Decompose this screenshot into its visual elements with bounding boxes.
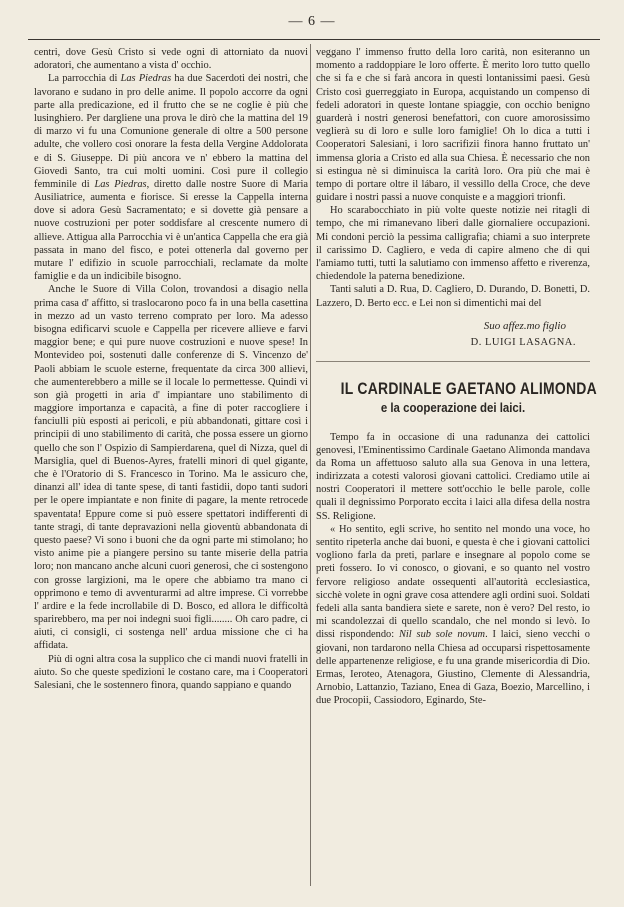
place-name: Las Piedras bbox=[120, 73, 172, 85]
paragraph: Ho scarabocchiato in più volte queste notizie nei ritagli di tempo, che mi rimanevano liberi dalle giornaliere occupazioni. Mi condoni perciò la pessima calligrafia; chiami a suo interprete il carissimo D. Cagliero, e veda di capire almeno che di qui l'amiamo tutti, tutti la salutiamo con immenso affetto e riverenza, chiedendole la paterna benedizione. bbox=[316, 205, 590, 283]
signature-name: D. LUIGI LASAGNA. bbox=[470, 336, 576, 348]
article-subtitle: e la cooperazione dei laici. bbox=[380, 400, 526, 416]
left-column bbox=[34, 46, 308, 692]
signature-block bbox=[316, 320, 590, 349]
text-span: « Ho sentito, egli scrive, ho sentito nel mondo una voce, ho sentito ripeterla anche dai buoni, e questa è che i giovani cattolici vogliono farla da preti, parlare e insegnare al popolo come se preti fossero. Io vi conosco, o giovani, e so quanto nel vostro fervore religioso andate ossequenti all'autorità ecclesiastica, sicchè volete in ogni grave cosa attendere agli ordini suoi. Soldati fedeli alla santa bandiera siete e sarete, non è vero? Del resto, io mi scandolezzai di quello scandalo, che nel mondo si levò. Io dissi rispondendo: bbox=[316, 523, 590, 641]
text-span: , diretto dalle nostre Suore di Maria Ausiliatrice, aumenta e fiorisce. Si eresse la Cappella interna dove si adora Gesù Sacramentato; e si dovette già pensare a nuove costruzioni per poter soddisfare al crescente numero di allieve. Attigua alla Parrocchia vi è un'antica Cappella che era già passata in mano del fisco, e potei ottenerla dal governo per mutare l' edifizio in scuole parrocchiali, reclamate da molte famiglie e da un indicibile bisogno. bbox=[34, 178, 308, 283]
header-rule bbox=[28, 39, 600, 40]
section-separator bbox=[316, 361, 590, 362]
right-column bbox=[316, 46, 597, 707]
text-span: . I laici, sieno vecchi o giovani, non tardarono nella Chiesa ad occuparsi rispettosamente delle appartenenze religiose, e fu una grande misericordia di Dio. Ermas, Ieroteo, Atenagora, Giustino, Clemente di Alessandria, Arnobio, Lattanzio, Taziano, Enea di Gaza, Boezio, Marcellino, i due Procopii, Cassiodoro, Eginardo, Ste- bbox=[316, 629, 590, 707]
text-span: ha due Sacerdoti dei nostri, che lavorano e sudano in pro delle anime. Il popolo accorre da ogni parte alla predicazione, ed il frutto che se ne coglie è più che lusinghiero. Per dargliene una prova le dirò che la mattina del 19 di marzo vi fu una Comunione generale di oltre a 500 persone adulte, che vollero così onorare la festa della Vergine Addolorata e di S. Giuseppe. Di più ancora ve n' ebbero la mattina del Giovedì Santo, tra cui molti uomini. Così pure il collegio femminile di bbox=[34, 73, 308, 190]
latin-phrase: Nil sub sole novum bbox=[398, 629, 486, 641]
page-number: — 6 — bbox=[288, 14, 336, 29]
paragraph bbox=[34, 72, 308, 283]
paragraph: Più di ogni altra cosa la supplico che ci mandi nuovi fratelli in aiuto. So che queste spedizioni le costano care, ma i Cooperatori Salesiani, che le sostennero finora, quando sappiano e quando bbox=[34, 653, 308, 691]
signature-closing: Suo affez.mo figlio bbox=[483, 319, 566, 332]
paragraph: centri, dove Gesù Cristo si vede ogni dì attorniato da nuovi adoratori, che aumentano a vista d' occhio. bbox=[34, 47, 308, 72]
paragraph: Tanti saluti a D. Rua, D. Cagliero, D. Durando, D. Bonetti, D. Lazzero, D. Berto ecc. e Lei non si dimentichi mai del bbox=[316, 284, 590, 309]
paragraph: Anche le Suore di Villa Colon, trovandosi a disagio nella prima casa d' affitto, si traslocarono poco fa in una bella casettina in mezzo ad un vasto terreno comprato per loro. Ma adesso bisogna edificarvi scuole e Cappella per ricevere allieve e farvi maggior bene; e qui pure nuove costruzioni e nuove spese! In Montevideo poi, sostenuti dalle conferenze di S. Vincenzo de' Paoli abbiam le scuole esterne, frequentate da circa 300 allievi, che aumenterebbero a mille se il locale lo permettesse. Quindi vi son già progetti in aria d' impiantare uno stabilimento di maggiore importanza e capacità, a fine di poter raccogliere i fanciulli più esposti ai pericoli, e più abbandonati, gittare così i principii di uno stabilimento di carità, che possa essere un giorno quello che son l' Ospizio di Sampierdarena, quel di Nizza, quel di Marsiglia, quel di Buenos-Ayres, fratelli minori di quel gigante, che è l'Oratorio di S. Francesco in Torino. Ma le assicuro che, dinanzi all' idea di tante spese, di tanti fastidii, dopo tanti sudori per le opere impiantate e non finite di pagare, la mente retrocede spaventata! Eppure come si può essere spettatori indifferenti di tante stragi, di tante depravazioni nella gioventù abbandonata di questo paese? Vi sono i buoni che da ogni parte mi stimolano; ho visto anime pie a piangere persino su tante miserie della patria loro; non mancano anche alcuni cuori generosi, che ci sostengono con grosse largizioni, ma le opere che abbiamo tra mano ci opprimono e temo di avventurarmi ad altre imprese. Ci vorrebbe l' ardire e la fede incrollabile di D. Bosco, ed allora le difficoltà sparirebbero, ma per noi indegni suoi figli........ Oh caro padre, ci aiuti, ci consigli, ci sostenga nell' ardua missione che ci ha affidata. bbox=[34, 284, 308, 652]
article-title: IL CARDINALE GAETANO ALIMONDA bbox=[340, 379, 597, 399]
text-span: La parrocchia di bbox=[48, 73, 121, 85]
column-divider bbox=[310, 44, 311, 886]
paragraph bbox=[316, 523, 590, 708]
paragraph: veggano l' immenso frutto della loro carità, non esiteranno un momento a raddoppiare le loro offerte. È merito loro tutto quello che si fa e che si farà ancora in questi lontanissimi paesi. Gesù Cristo così guerreggiato in Europa, acquistando un compenso di fedeli adoratori in queste lontane spiaggie, con occhio benigno guarderà i nostri generosi benefattori, con cuore amorosissimo veglierà su di loro e sulle loro famiglie! Oh lo dica a tutti i Cooperatori Salesiani, i loro sacrifizii finora hanno fruttato un' immensa gloria a Cristo ed alla sua Chiesa. È necessario che non si estingua nè si diminuisca la carità loro. Ora più che mai è tempo di portare oltre il lábaro, il vessillo della Croce, che deve guidare i nostri passi a nuove conquiste e a maggiori trionfi. bbox=[316, 47, 590, 204]
place-name: Las Piedras bbox=[94, 178, 147, 190]
paragraph: Tempo fa in occasione di una radunanza dei cattolici genovesi, l'Eminentissimo Cardinale Gaetano Alimonda mandava da Roma un affettuoso saluto alla sua Genova in una lettera, indirizzata a cotesti valorosi giovani cattolici. Crediamo utile ai nostri Cooperatori il mettere sott'occhio le belle parole, colle quali il degnissimo Porporato eccita i laici alla difesa della nostra SS. Religione. bbox=[316, 431, 590, 522]
